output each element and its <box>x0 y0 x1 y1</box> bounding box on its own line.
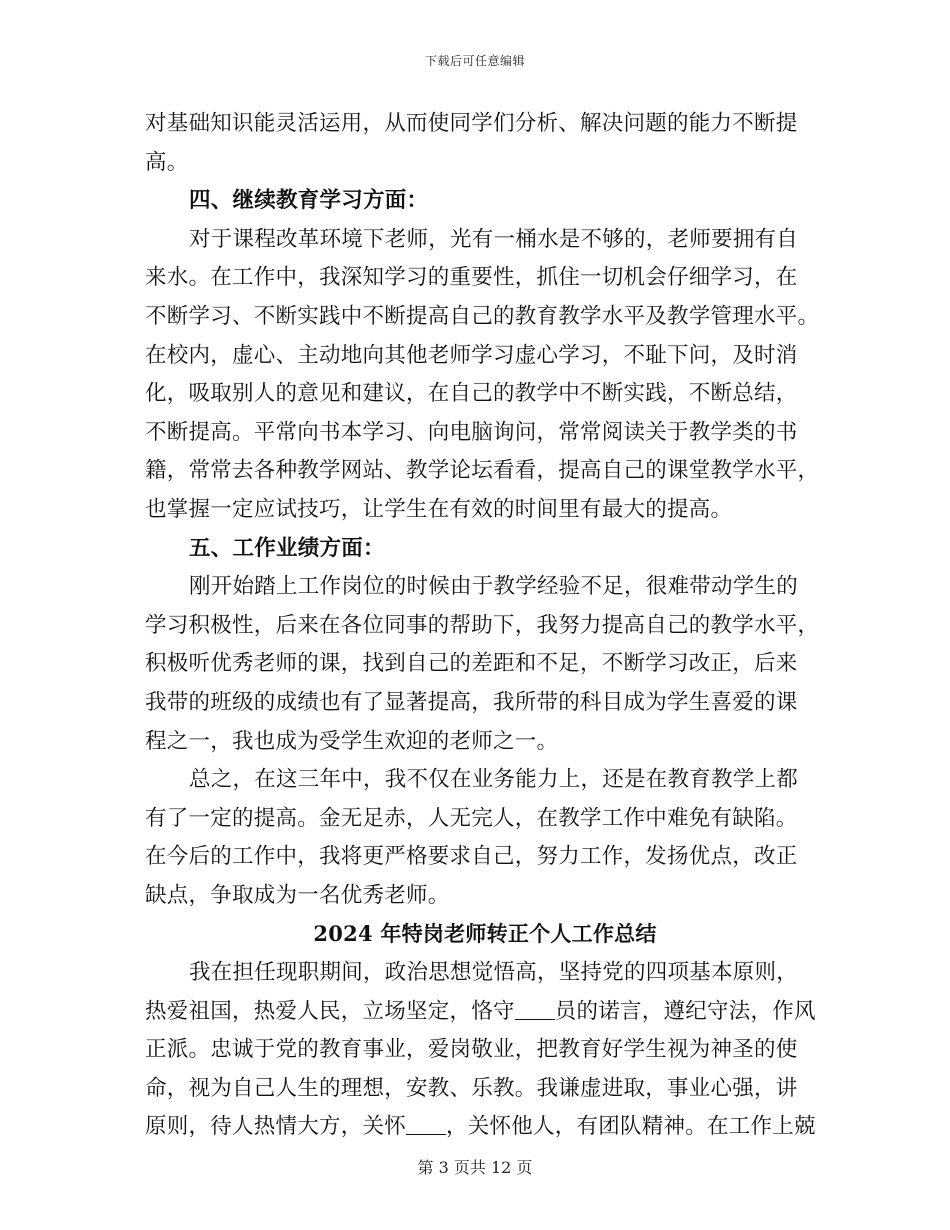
text-line: 化，吸取别人的意见和建议，在自己的教学中不断实践，不断总结， <box>145 381 798 407</box>
text-line: 命，视为自己人生的理想，安教、乐教。我谦虚进取，事业心强，讲 <box>145 1075 798 1101</box>
text-line: 在今后的工作中，我将更严格要求自己，努力工作，发扬优点，改正 <box>145 844 798 870</box>
text-line: 在校内，虚心、主动地向其他老师学习虚心学习，不耻下问，及时消 <box>145 342 798 368</box>
section-heading-5: 五、工作业绩方面： <box>189 535 385 561</box>
text-line: 对于课程改革环境下老师，光有一桶水是不够的，老师要拥有自 <box>189 226 799 252</box>
text-line: 也掌握一定应试技巧，让学生在有效的时间里有最大的提高。 <box>145 496 733 522</box>
text-line: 高。 <box>145 149 189 175</box>
text-line: 学习积极性，后来在各位同事的帮助下，我努力提高自己的教学水平， <box>145 612 820 638</box>
fill-in-blank <box>406 1112 446 1135</box>
text-line: 对基础知识能灵活运用，从而使同学们分析、解决问题的能力不断提 <box>145 111 798 136</box>
section-heading-4: 四、继续教育学习方面： <box>189 188 429 214</box>
text-line <box>145 993 825 1032</box>
text-line <box>145 1108 825 1147</box>
text-line: 不断学习、不断实践中不断提高自己的教育教学水平及教学管理水平。 <box>145 303 820 329</box>
document-title: 2024 年特岗老师转正个人工作总结 <box>313 921 657 947</box>
text-segment: 员的诺言，遵纪守法，作风 <box>554 998 816 1024</box>
text-line: 正派。忠诚于党的教育事业，爱岗敬业，把教育好学生视为神圣的使 <box>145 1037 798 1063</box>
text-line: 我在担任现职期间，政治思想觉悟高，坚持党的四项基本原则， <box>189 960 799 986</box>
text-line: 刚开始踏上工作岗位的时候由于教学经验不足，很难带动学生的 <box>189 574 799 600</box>
text-segment: ，关怀他人，有团队精神。在工作上兢 <box>446 1114 816 1140</box>
text-line: 我带的班级的成绩也有了显著提高，我所带的科目成为学生喜爱的课 <box>145 689 798 715</box>
page-header: 下载后可任意编辑 <box>424 54 525 68</box>
text-segment: 热爱祖国，热爱人民，立场坚定，恪守 <box>145 998 515 1024</box>
fill-in-blank <box>515 997 555 1020</box>
text-line: 程之一，我也成为受学生欢迎的老师之一。 <box>145 728 559 754</box>
text-line: 总之，在这三年中，我不仅在业务能力上，还是在教育教学上都 <box>189 767 799 793</box>
text-line: 有了一定的提高。金无足赤，人无完人，在教学工作中难免有缺陷。 <box>145 805 798 831</box>
text-line: 缺点，争取成为一名优秀老师。 <box>145 882 450 908</box>
page-footer: 第 3 页共 12 页 <box>417 1158 533 1177</box>
text-line: 不断提高。平常向书本学习、向电脑询问，常常阅读关于教学类的书 <box>145 419 798 445</box>
text-segment: 原则，待人热情大方，关怀 <box>145 1114 407 1140</box>
document-body <box>145 105 825 1147</box>
text-line: 来水。在工作中，我深知学习的重要性，抓住一切机会仔细学习，在 <box>145 265 798 291</box>
text-line: 积极听优秀老师的课，找到自己的差距和不足，不断学习改正，后来 <box>145 651 798 677</box>
text-line: 籍，常常去各种教学网站、教学论坛看看，提高自己的课堂教学水平， <box>145 458 820 484</box>
